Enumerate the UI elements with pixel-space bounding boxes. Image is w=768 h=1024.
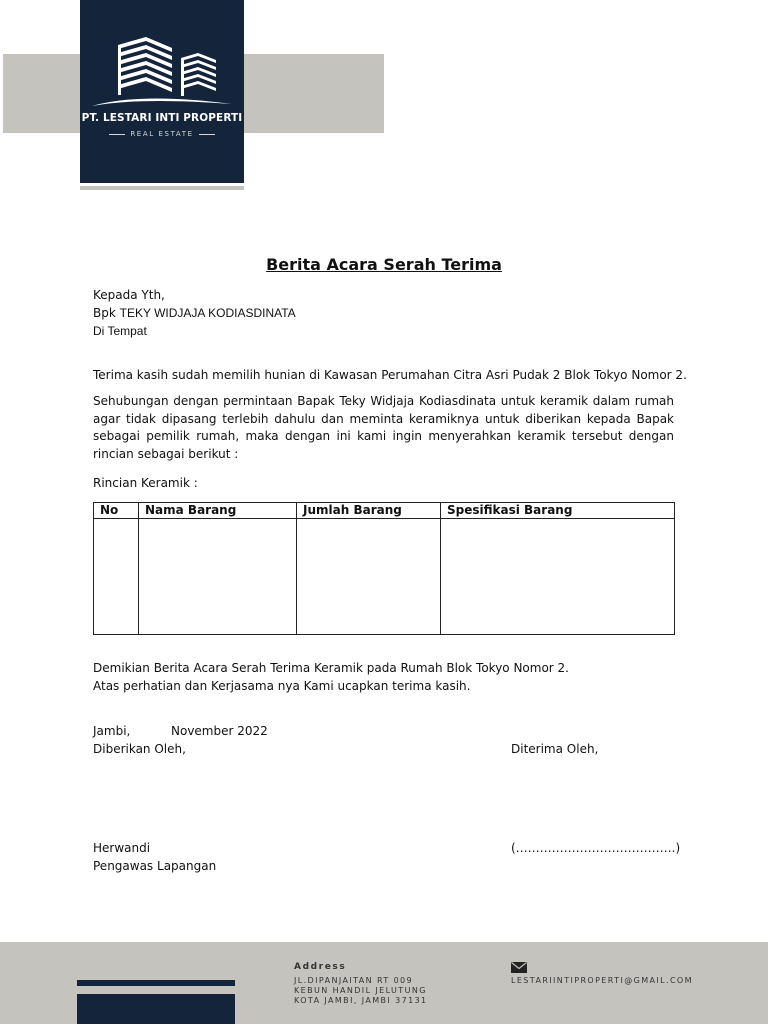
address-line-2: KEBUN HANDIL JELUTUNG — [294, 986, 427, 995]
table-cell — [139, 519, 297, 635]
recipient — [93, 306, 296, 321]
table-cell — [441, 519, 675, 635]
tagline-text: REAL ESTATE — [130, 130, 194, 138]
signer-title: Pengawas Lapangan — [93, 859, 217, 873]
intro-paragraph: Terima kasih sudah memilih hunian di Kawasan Perumahan Citra Asri Pudak 2 Blok Tokyo Nomor 2. — [93, 368, 687, 382]
company-name: PT. LESTARI INTI PROPERTI — [81, 112, 243, 124]
address-line-1: JL.DIPANJAITAN RT 009 — [294, 976, 414, 985]
table-row — [94, 519, 675, 635]
footer-accent-block — [77, 994, 235, 1024]
table-header-row — [94, 503, 675, 519]
received-by-label: Diterima Oleh, — [511, 742, 599, 756]
request-paragraph: Sehubungan dengan permintaan Bapak Teky Widjaja Kodiasdinata untuk keramik dalam rumah agar tidak dipasang terlebih dahulu dan meminta keramiknya untuk diberikan kepada Bapak sebagai pemilik rumah, maka dengan ini kami ingin menyerahkan keramik tersebut dengan rincian sebagai berikut : — [93, 394, 674, 461]
ceramic-details-table — [93, 502, 675, 635]
header-no: No — [94, 503, 139, 519]
footer-accent-bar — [77, 980, 235, 986]
address-line-3: KOTA JAMBI, JAMBI 37131 — [294, 996, 428, 1005]
table-label: Rincian Keramik : — [93, 476, 198, 490]
page-title: Berita Acara Serah Terima — [266, 255, 502, 274]
envelope-icon — [511, 962, 527, 973]
header-specification: Spesifikasi Barang — [441, 503, 675, 519]
signer-name: Herwandi — [93, 841, 151, 855]
building-logo-icon — [80, 0, 244, 112]
email-address[interactable]: LESTARIINTIPROPERTI@GMAIL.COM — [511, 976, 693, 985]
header-item-name: Nama Barang — [139, 503, 297, 519]
letter-city: Jambi, — [93, 724, 131, 738]
given-by-label: Diberikan Oleh, — [93, 742, 186, 756]
logo-underline — [80, 186, 244, 190]
recipient-place: Di Tempat — [93, 324, 147, 338]
header-quantity: Jumlah Barang — [297, 503, 441, 519]
company-logo — [80, 0, 244, 183]
receiver-signature-blank: (………………………………….) — [511, 841, 681, 855]
greeting: Kepada Yth, — [93, 288, 165, 302]
company-tagline — [80, 130, 244, 138]
closing-line-1: Demikian Berita Acara Serah Terima Keramik pada Rumah Blok Tokyo Nomor 2. — [93, 661, 569, 675]
closing-line-2: Atas perhatian dan Kerjasama nya Kami ucapkan terima kasih. — [93, 679, 471, 693]
table-cell — [297, 519, 441, 635]
recipient-name: TEKY WIDJAJA KODIASDINATA — [119, 306, 296, 320]
recipient-prefix: Bpk — [93, 306, 116, 320]
table-cell — [94, 519, 139, 635]
address-title: Address — [294, 962, 347, 972]
letter-date: November 2022 — [171, 724, 268, 738]
